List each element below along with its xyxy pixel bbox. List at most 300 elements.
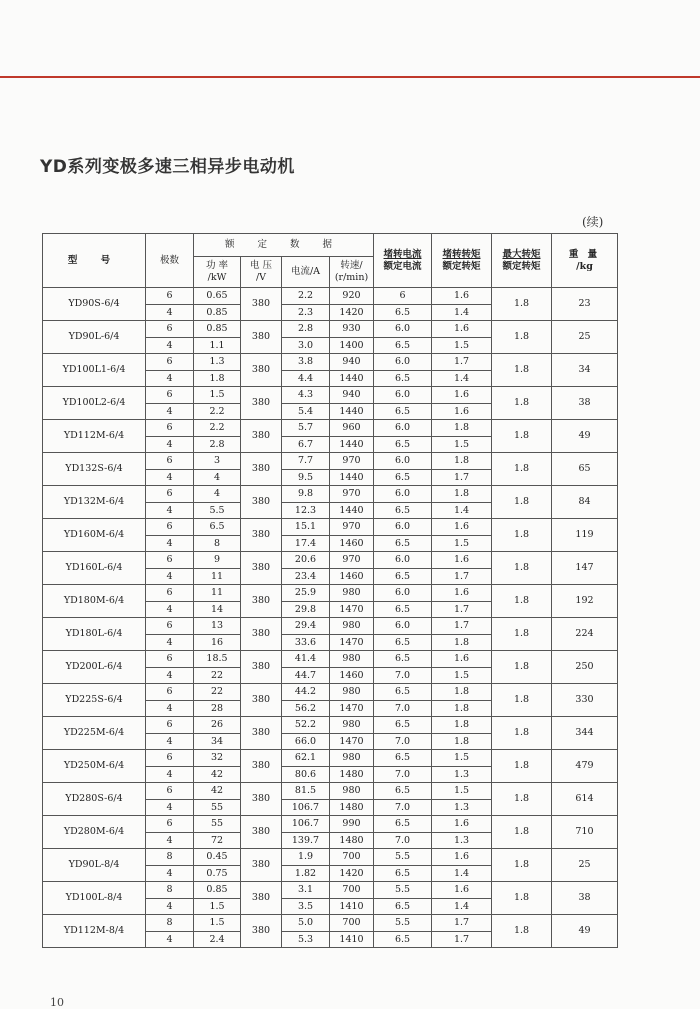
power-cell: 16 xyxy=(194,634,241,651)
current-cell: 5.4 xyxy=(282,403,330,420)
model-cell: YD225S-6/4 xyxy=(43,684,146,717)
locked-current-cell: 6.5 xyxy=(374,684,432,701)
power-cell: 0.85 xyxy=(194,304,241,321)
locked-current-cell: 6.5 xyxy=(374,337,432,354)
locked-torque-cell: 1.6 xyxy=(432,651,492,668)
power-cell: 2.2 xyxy=(194,420,241,437)
locked-current-cell: 7.0 xyxy=(374,799,432,816)
speed-cell: 1440 xyxy=(330,436,374,453)
model-cell: YD100L2-6/4 xyxy=(43,387,146,420)
locked-torque-cell: 1.8 xyxy=(432,733,492,750)
power-cell: 22 xyxy=(194,667,241,684)
locked-torque-cell: 1.6 xyxy=(432,519,492,536)
locked-torque-cell: 1.4 xyxy=(432,898,492,915)
locked-current-cell: 6.5 xyxy=(374,931,432,948)
speed-cell: 1440 xyxy=(330,370,374,387)
poles-cell: 4 xyxy=(146,370,194,387)
power-cell: 5.5 xyxy=(194,502,241,519)
voltage-cell: 380 xyxy=(241,684,282,717)
model-cell: YD132S-6/4 xyxy=(43,453,146,486)
speed-cell: 1410 xyxy=(330,898,374,915)
poles-cell: 4 xyxy=(146,733,194,750)
power-cell: 42 xyxy=(194,783,241,800)
header-locked-current-ratio: 堵转电流 额定电流 xyxy=(374,234,432,288)
table-row xyxy=(43,519,618,536)
weight-cell: 614 xyxy=(552,783,618,816)
poles-cell: 4 xyxy=(146,766,194,783)
locked-torque-cell: 1.7 xyxy=(432,618,492,635)
current-cell: 2.8 xyxy=(282,321,330,338)
voltage-cell: 380 xyxy=(241,915,282,948)
current-cell: 5.7 xyxy=(282,420,330,437)
weight-cell: 49 xyxy=(552,420,618,453)
locked-torque-cell: 1.8 xyxy=(432,717,492,734)
model-cell: YD250M-6/4 xyxy=(43,750,146,783)
max-torque-cell: 1.8 xyxy=(492,717,552,750)
power-cell: 11 xyxy=(194,568,241,585)
poles-cell: 6 xyxy=(146,684,194,701)
current-cell: 29.4 xyxy=(282,618,330,635)
current-cell: 33.6 xyxy=(282,634,330,651)
power-cell: 1.5 xyxy=(194,915,241,932)
poles-cell: 6 xyxy=(146,816,194,833)
table-row xyxy=(43,585,618,602)
model-cell: YD90L-8/4 xyxy=(43,849,146,882)
current-cell: 66.0 xyxy=(282,733,330,750)
model-cell: YD100L1-6/4 xyxy=(43,354,146,387)
header-speed: 转速/ (r/min) xyxy=(330,257,374,288)
power-cell: 0.75 xyxy=(194,865,241,882)
poles-cell: 6 xyxy=(146,585,194,602)
voltage-cell: 380 xyxy=(241,585,282,618)
max-torque-cell: 1.8 xyxy=(492,750,552,783)
header-model: 型 号 xyxy=(43,234,146,288)
power-cell: 34 xyxy=(194,733,241,750)
poles-cell: 4 xyxy=(146,601,194,618)
max-torque-cell: 1.8 xyxy=(492,816,552,849)
current-cell: 9.8 xyxy=(282,486,330,503)
header-poles: 极数 xyxy=(146,234,194,288)
header-current: 电流/A xyxy=(282,257,330,288)
speed-cell: 960 xyxy=(330,420,374,437)
power-cell: 11 xyxy=(194,585,241,602)
power-cell: 42 xyxy=(194,766,241,783)
voltage-cell: 380 xyxy=(241,882,282,915)
power-cell: 6.5 xyxy=(194,519,241,536)
power-cell: 0.85 xyxy=(194,882,241,899)
poles-cell: 4 xyxy=(146,931,194,948)
locked-current-cell: 7.0 xyxy=(374,667,432,684)
speed-cell: 1460 xyxy=(330,568,374,585)
weight-cell: 192 xyxy=(552,585,618,618)
model-cell: YD132M-6/4 xyxy=(43,486,146,519)
weight-cell: 224 xyxy=(552,618,618,651)
locked-torque-cell: 1.6 xyxy=(432,552,492,569)
current-cell: 23.4 xyxy=(282,568,330,585)
speed-cell: 1470 xyxy=(330,733,374,750)
poles-cell: 4 xyxy=(146,568,194,585)
voltage-cell: 380 xyxy=(241,486,282,519)
page-number: 10 xyxy=(50,996,64,1009)
locked-current-cell: 7.0 xyxy=(374,733,432,750)
table-row xyxy=(43,882,618,899)
locked-current-cell: 6.0 xyxy=(374,552,432,569)
current-cell: 5.0 xyxy=(282,915,330,932)
poles-cell: 6 xyxy=(146,288,194,305)
current-cell: 2.2 xyxy=(282,288,330,305)
table-row xyxy=(43,915,618,932)
weight-cell: 344 xyxy=(552,717,618,750)
poles-cell: 4 xyxy=(146,469,194,486)
locked-current-cell: 5.5 xyxy=(374,882,432,899)
current-cell: 139.7 xyxy=(282,832,330,849)
speed-cell: 1420 xyxy=(330,865,374,882)
locked-torque-cell: 1.7 xyxy=(432,354,492,371)
poles-cell: 8 xyxy=(146,849,194,866)
voltage-cell: 380 xyxy=(241,750,282,783)
poles-cell: 4 xyxy=(146,667,194,684)
power-cell: 0.45 xyxy=(194,849,241,866)
locked-current-cell: 6.0 xyxy=(374,420,432,437)
speed-cell: 1470 xyxy=(330,634,374,651)
current-cell: 44.2 xyxy=(282,684,330,701)
table-row xyxy=(43,618,618,635)
voltage-cell: 380 xyxy=(241,783,282,816)
locked-torque-cell: 1.4 xyxy=(432,304,492,321)
locked-current-cell: 6.5 xyxy=(374,750,432,767)
current-cell: 52.2 xyxy=(282,717,330,734)
power-cell: 0.65 xyxy=(194,288,241,305)
poles-cell: 4 xyxy=(146,832,194,849)
table-row xyxy=(43,816,618,833)
max-torque-cell: 1.8 xyxy=(492,486,552,519)
weight-cell: 147 xyxy=(552,552,618,585)
weight-cell: 84 xyxy=(552,486,618,519)
model-cell: YD100L-8/4 xyxy=(43,882,146,915)
power-cell: 1.5 xyxy=(194,898,241,915)
header-rated-data: 额 定 数 据 xyxy=(194,234,374,257)
power-cell: 72 xyxy=(194,832,241,849)
voltage-cell: 380 xyxy=(241,420,282,453)
locked-torque-cell: 1.4 xyxy=(432,502,492,519)
locked-current-cell: 6.5 xyxy=(374,568,432,585)
voltage-cell: 380 xyxy=(241,816,282,849)
current-cell: 106.7 xyxy=(282,816,330,833)
poles-cell: 8 xyxy=(146,915,194,932)
locked-torque-cell: 1.8 xyxy=(432,420,492,437)
weight-cell: 38 xyxy=(552,882,618,915)
speed-cell: 1400 xyxy=(330,337,374,354)
poles-cell: 4 xyxy=(146,403,194,420)
power-cell: 2.2 xyxy=(194,403,241,420)
power-cell: 2.4 xyxy=(194,931,241,948)
locked-torque-cell: 1.8 xyxy=(432,700,492,717)
speed-cell: 700 xyxy=(330,915,374,932)
power-cell: 9 xyxy=(194,552,241,569)
speed-cell: 1470 xyxy=(330,601,374,618)
locked-current-cell: 6.5 xyxy=(374,436,432,453)
current-cell: 3.5 xyxy=(282,898,330,915)
weight-cell: 65 xyxy=(552,453,618,486)
locked-torque-cell: 1.4 xyxy=(432,865,492,882)
power-cell: 18.5 xyxy=(194,651,241,668)
model-cell: YD280M-6/4 xyxy=(43,816,146,849)
model-cell: YD112M-8/4 xyxy=(43,915,146,948)
locked-current-cell: 6.0 xyxy=(374,486,432,503)
power-cell: 0.85 xyxy=(194,321,241,338)
model-cell: YD112M-6/4 xyxy=(43,420,146,453)
power-cell: 55 xyxy=(194,799,241,816)
locked-torque-cell: 1.6 xyxy=(432,585,492,602)
locked-current-cell: 6.0 xyxy=(374,585,432,602)
speed-cell: 980 xyxy=(330,717,374,734)
table-row xyxy=(43,684,618,701)
max-torque-cell: 1.8 xyxy=(492,387,552,420)
speed-cell: 970 xyxy=(330,552,374,569)
locked-torque-cell: 1.6 xyxy=(432,849,492,866)
power-cell: 8 xyxy=(194,535,241,552)
current-cell: 1.9 xyxy=(282,849,330,866)
speed-cell: 1470 xyxy=(330,700,374,717)
locked-current-cell: 6 xyxy=(374,288,432,305)
locked-torque-cell: 1.3 xyxy=(432,799,492,816)
max-torque-cell: 1.8 xyxy=(492,651,552,684)
poles-cell: 6 xyxy=(146,717,194,734)
weight-cell: 710 xyxy=(552,816,618,849)
current-cell: 5.3 xyxy=(282,931,330,948)
locked-torque-cell: 1.5 xyxy=(432,750,492,767)
model-cell: YD90S-6/4 xyxy=(43,288,146,321)
voltage-cell: 380 xyxy=(241,618,282,651)
speed-cell: 1460 xyxy=(330,667,374,684)
table-row xyxy=(43,717,618,734)
speed-cell: 980 xyxy=(330,750,374,767)
power-cell: 1.3 xyxy=(194,354,241,371)
power-cell: 4 xyxy=(194,486,241,503)
current-cell: 4.3 xyxy=(282,387,330,404)
locked-current-cell: 6.5 xyxy=(374,403,432,420)
power-cell: 4 xyxy=(194,469,241,486)
model-cell: YD160M-6/4 xyxy=(43,519,146,552)
current-cell: 106.7 xyxy=(282,799,330,816)
current-cell: 25.9 xyxy=(282,585,330,602)
locked-current-cell: 5.5 xyxy=(374,915,432,932)
speed-cell: 970 xyxy=(330,519,374,536)
current-cell: 1.82 xyxy=(282,865,330,882)
current-cell: 15.1 xyxy=(282,519,330,536)
weight-cell: 25 xyxy=(552,849,618,882)
locked-torque-cell: 1.7 xyxy=(432,601,492,618)
locked-current-cell: 6.5 xyxy=(374,865,432,882)
speed-cell: 1460 xyxy=(330,535,374,552)
power-cell: 2.8 xyxy=(194,436,241,453)
table-row xyxy=(43,849,618,866)
poles-cell: 4 xyxy=(146,799,194,816)
poles-cell: 6 xyxy=(146,453,194,470)
poles-cell: 4 xyxy=(146,634,194,651)
model-cell: YD180L-6/4 xyxy=(43,618,146,651)
max-torque-cell: 1.8 xyxy=(492,684,552,717)
current-cell: 6.7 xyxy=(282,436,330,453)
speed-cell: 970 xyxy=(330,453,374,470)
speed-cell: 1480 xyxy=(330,832,374,849)
poles-cell: 4 xyxy=(146,898,194,915)
model-cell: YD200L-6/4 xyxy=(43,651,146,684)
poles-cell: 6 xyxy=(146,552,194,569)
locked-torque-cell: 1.5 xyxy=(432,436,492,453)
current-cell: 3.1 xyxy=(282,882,330,899)
continued-label: (续) xyxy=(582,215,604,229)
locked-torque-cell: 1.5 xyxy=(432,667,492,684)
table-row xyxy=(43,750,618,767)
weight-cell: 250 xyxy=(552,651,618,684)
poles-cell: 6 xyxy=(146,651,194,668)
locked-torque-cell: 1.8 xyxy=(432,453,492,470)
speed-cell: 1480 xyxy=(330,799,374,816)
table-row xyxy=(43,453,618,470)
locked-current-cell: 6.5 xyxy=(374,535,432,552)
header-voltage: 电 压 /V xyxy=(241,257,282,288)
current-cell: 80.6 xyxy=(282,766,330,783)
locked-torque-cell: 1.8 xyxy=(432,684,492,701)
locked-torque-cell: 1.7 xyxy=(432,568,492,585)
table-row xyxy=(43,420,618,437)
locked-torque-cell: 1.7 xyxy=(432,931,492,948)
weight-cell: 49 xyxy=(552,915,618,948)
voltage-cell: 380 xyxy=(241,717,282,750)
speed-cell: 980 xyxy=(330,783,374,800)
current-cell: 41.4 xyxy=(282,651,330,668)
speed-cell: 980 xyxy=(330,585,374,602)
locked-torque-cell: 1.3 xyxy=(432,832,492,849)
current-cell: 7.7 xyxy=(282,453,330,470)
locked-current-cell: 6.0 xyxy=(374,453,432,470)
weight-cell: 23 xyxy=(552,288,618,321)
locked-current-cell: 6.5 xyxy=(374,816,432,833)
locked-torque-cell: 1.8 xyxy=(432,634,492,651)
speed-cell: 1440 xyxy=(330,502,374,519)
locked-torque-cell: 1.5 xyxy=(432,535,492,552)
table-row xyxy=(43,552,618,569)
table-row xyxy=(43,387,618,404)
speed-cell: 970 xyxy=(330,486,374,503)
header-locked-torque-ratio: 堵转转矩 额定转矩 xyxy=(432,234,492,288)
speed-cell: 1410 xyxy=(330,931,374,948)
poles-cell: 4 xyxy=(146,502,194,519)
header-weight: 重 量 /kg xyxy=(552,234,618,288)
poles-cell: 4 xyxy=(146,700,194,717)
power-cell: 3 xyxy=(194,453,241,470)
locked-torque-cell: 1.4 xyxy=(432,370,492,387)
locked-current-cell: 7.0 xyxy=(374,766,432,783)
poles-cell: 8 xyxy=(146,882,194,899)
current-cell: 9.5 xyxy=(282,469,330,486)
current-cell: 62.1 xyxy=(282,750,330,767)
locked-current-cell: 7.0 xyxy=(374,832,432,849)
max-torque-cell: 1.8 xyxy=(492,585,552,618)
voltage-cell: 380 xyxy=(241,453,282,486)
speed-cell: 980 xyxy=(330,651,374,668)
locked-torque-cell: 1.6 xyxy=(432,387,492,404)
motor-spec-table xyxy=(42,233,618,948)
max-torque-cell: 1.8 xyxy=(492,783,552,816)
speed-cell: 1440 xyxy=(330,403,374,420)
locked-torque-cell: 1.7 xyxy=(432,469,492,486)
max-torque-cell: 1.8 xyxy=(492,618,552,651)
weight-cell: 25 xyxy=(552,321,618,354)
speed-cell: 700 xyxy=(330,849,374,866)
poles-cell: 6 xyxy=(146,354,194,371)
poles-cell: 4 xyxy=(146,865,194,882)
speed-cell: 1440 xyxy=(330,469,374,486)
weight-cell: 330 xyxy=(552,684,618,717)
model-cell: YD90L-6/4 xyxy=(43,321,146,354)
max-torque-cell: 1.8 xyxy=(492,915,552,948)
voltage-cell: 380 xyxy=(241,552,282,585)
locked-current-cell: 5.5 xyxy=(374,849,432,866)
current-cell: 2.3 xyxy=(282,304,330,321)
model-cell: YD160L-6/4 xyxy=(43,552,146,585)
model-cell: YD225M-6/4 xyxy=(43,717,146,750)
poles-cell: 6 xyxy=(146,750,194,767)
locked-current-cell: 6.5 xyxy=(374,502,432,519)
weight-cell: 119 xyxy=(552,519,618,552)
max-torque-cell: 1.8 xyxy=(492,849,552,882)
locked-current-cell: 6.5 xyxy=(374,469,432,486)
speed-cell: 1420 xyxy=(330,304,374,321)
locked-torque-cell: 1.6 xyxy=(432,403,492,420)
power-cell: 1.5 xyxy=(194,387,241,404)
max-torque-cell: 1.8 xyxy=(492,288,552,321)
poles-cell: 6 xyxy=(146,519,194,536)
poles-cell: 6 xyxy=(146,486,194,503)
power-cell: 13 xyxy=(194,618,241,635)
speed-cell: 920 xyxy=(330,288,374,305)
power-cell: 22 xyxy=(194,684,241,701)
weight-cell: 479 xyxy=(552,750,618,783)
poles-cell: 6 xyxy=(146,420,194,437)
header-rule xyxy=(0,76,700,78)
locked-current-cell: 6.5 xyxy=(374,898,432,915)
speed-cell: 1480 xyxy=(330,766,374,783)
locked-torque-cell: 1.6 xyxy=(432,321,492,338)
locked-current-cell: 6.5 xyxy=(374,783,432,800)
poles-cell: 6 xyxy=(146,321,194,338)
poles-cell: 4 xyxy=(146,436,194,453)
poles-cell: 4 xyxy=(146,535,194,552)
table-row xyxy=(43,783,618,800)
poles-cell: 6 xyxy=(146,783,194,800)
max-torque-cell: 1.8 xyxy=(492,552,552,585)
speed-cell: 940 xyxy=(330,354,374,371)
max-torque-cell: 1.8 xyxy=(492,453,552,486)
speed-cell: 990 xyxy=(330,816,374,833)
current-cell: 20.6 xyxy=(282,552,330,569)
locked-current-cell: 6.5 xyxy=(374,304,432,321)
page-title: YD系列变极多速三相异步电动机 xyxy=(40,157,295,177)
power-cell: 55 xyxy=(194,816,241,833)
current-cell: 3.0 xyxy=(282,337,330,354)
current-cell: 56.2 xyxy=(282,700,330,717)
locked-current-cell: 6.5 xyxy=(374,601,432,618)
power-cell: 1.8 xyxy=(194,370,241,387)
speed-cell: 980 xyxy=(330,618,374,635)
locked-torque-cell: 1.3 xyxy=(432,766,492,783)
locked-current-cell: 6.5 xyxy=(374,370,432,387)
current-cell: 81.5 xyxy=(282,783,330,800)
poles-cell: 4 xyxy=(146,304,194,321)
locked-torque-cell: 1.5 xyxy=(432,337,492,354)
